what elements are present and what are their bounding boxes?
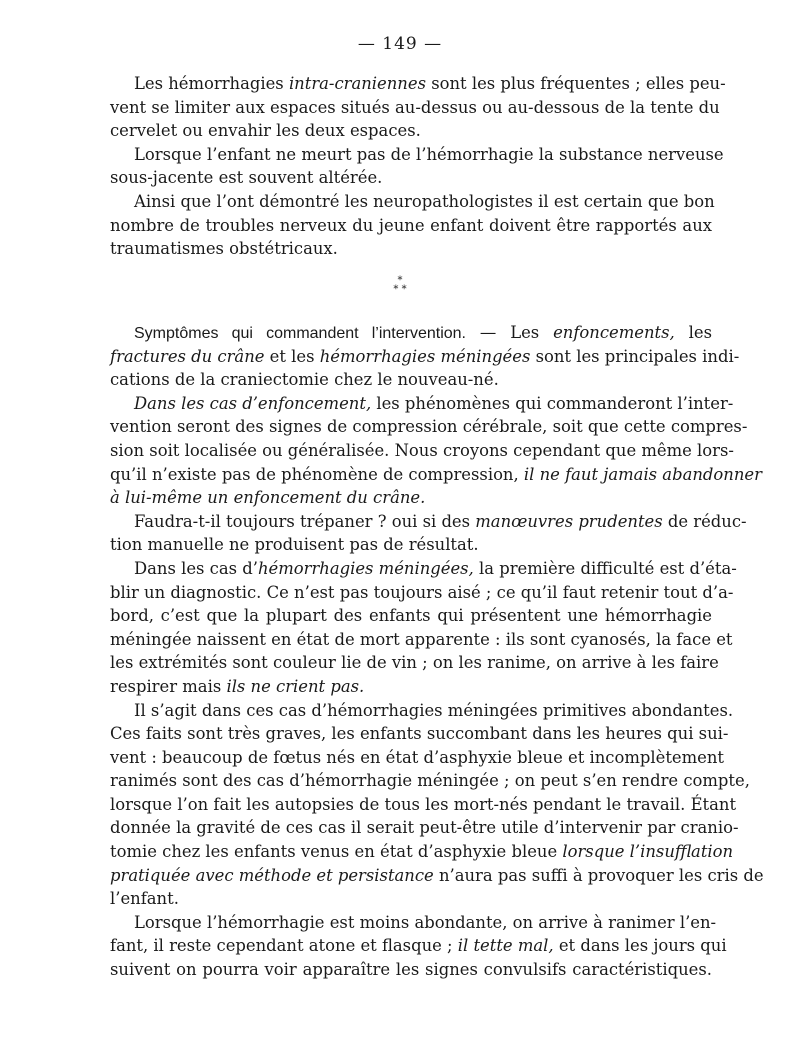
text-line: [110, 237, 712, 261]
text-run: fant, il reste cependant atone et flasque ;: [110, 936, 458, 956]
asterism-top: *: [397, 275, 403, 286]
text-line: [110, 368, 712, 392]
italic-phrase: il ne faut jamais abandonner: [523, 464, 762, 484]
italic-phrase: enfoncements,: [553, 323, 675, 342]
text-line: [110, 651, 719, 675]
text-line: [110, 119, 712, 143]
text-run: qu’il n’existe pas de phénomène de compression,: [110, 464, 524, 484]
text-line: [110, 143, 724, 167]
text-run: méningée naissent en état de mort apparente : ils sont cyanosés, la face et: [110, 629, 733, 649]
text-line: [110, 392, 734, 416]
text-run: cations de la craniectomie chez le nouveau-né.: [110, 370, 499, 390]
text-run: et dans les jours qui: [553, 936, 727, 956]
text-run: n’aura pas suffi à provoquer les cris de: [433, 865, 764, 885]
text-run: suivent on pourra voir apparaître les signes convulsifs caractéristiques.: [110, 960, 712, 980]
text-line: [110, 864, 764, 888]
text-run: les: [674, 323, 712, 342]
text-run: l’enfant.: [110, 889, 179, 909]
text-line: [110, 840, 734, 864]
text-line: [110, 699, 734, 723]
text-line: [110, 628, 733, 652]
text-line: [110, 722, 729, 746]
text-line: [110, 581, 734, 605]
asterism-bottom: * *: [393, 284, 407, 295]
text-run: Dans les cas d’: [134, 558, 258, 578]
text-run: bord, c’est que la plupart des enfants qui présentent une hémorrhagie: [110, 606, 712, 626]
text-run: Lorsque l’enfant ne meurt pas de l’hémorrhagie la substance nerveuse: [134, 144, 724, 164]
italic-phrase: manœuvres prudentes: [475, 511, 663, 531]
text-line: [110, 486, 712, 510]
text-run: — Les: [466, 323, 554, 342]
text-line: [110, 321, 712, 345]
text-line: [110, 769, 750, 793]
symptoms-section: [110, 321, 764, 982]
text-line: [110, 214, 712, 238]
italic-phrase: il tette mal,: [457, 936, 554, 956]
italic-phrase: lorsque l’insufflation: [562, 842, 734, 862]
text-run: cervelet ou envahir les deux espaces.: [110, 121, 421, 141]
text-run: blir un diagnostic. Ce n’est pas toujours aisé ; ce qu’il faut retenir tout d’a-: [110, 582, 734, 602]
text-run: sont les plus fréquentes ; elles peu-: [425, 74, 726, 93]
text-run: les extrémités sont couleur lie de vin ; on les ranime, on arrive à les faire: [110, 653, 719, 673]
italic-phrase: hémorrhagies méningées: [319, 346, 531, 366]
text-line: [110, 96, 720, 120]
text-line: [110, 533, 712, 557]
italic-phrase: fractures du crâne: [110, 346, 265, 366]
text-run: de réduc-: [662, 511, 747, 531]
text-run: Ces faits sont très graves, les enfants succombant dans les heures qui sui-: [110, 724, 729, 744]
text-line: [110, 958, 712, 982]
text-line: [110, 604, 712, 628]
text-run: donnée la gravité de ces cas il serait peut-être utile d’intervenir par cranio-: [110, 818, 739, 838]
text-line: [110, 911, 717, 935]
text-run: Lorsque l’hémorrhagie est moins abondante, on arrive à ranimer l’en-: [134, 912, 717, 932]
text-line: [110, 746, 724, 770]
section-break-asterisks: [0, 276, 800, 294]
text-run: vent se limiter aux espaces situés au-dessus ou au-dessous de la tente du: [110, 97, 720, 117]
text-line: [110, 345, 740, 369]
text-line: [110, 439, 734, 463]
text-line: [110, 793, 737, 817]
text-run: tion manuelle ne produisent pas de résultat.: [110, 535, 479, 555]
italic-phrase: pratiquée avec méthode et persistance: [110, 865, 434, 885]
italic-phrase: ils ne crient pas.: [226, 676, 365, 696]
text-run: ranimés sont des cas d’hémorrhagie méningée ; on peut s’en rendre compte,: [110, 771, 750, 791]
intro-paragraphs: [110, 72, 726, 261]
text-run: sont les principales indi-: [530, 346, 740, 366]
text-line: [110, 415, 748, 439]
text-run: lorsque l’on fait les autopsies de tous les mort-nés pendant le travail. Étant: [110, 794, 737, 814]
text-line: [110, 675, 712, 699]
text-run: sous-jacente est souvent altérée.: [110, 168, 383, 188]
page-number: — 149 —: [357, 34, 443, 54]
text-line: [110, 72, 726, 96]
text-line: [110, 816, 739, 840]
text-run: Ainsi que l’ont démontré les neuropathologistes il est certain que bon: [134, 191, 715, 211]
italic-phrase: Dans les cas d’enfoncement,: [134, 393, 372, 413]
text-run: les phénomènes qui commanderont l’inter-: [371, 393, 734, 413]
text-run: nombre de troubles nerveux du jeune enfant doivent être rapportés aux: [110, 215, 712, 235]
text-line: [110, 934, 727, 958]
text-run: traumatismes obstétricaux.: [110, 239, 338, 259]
text-run: Il s’agit dans ces cas d’hémorrhagies méningées primitives abondantes.: [134, 700, 734, 720]
text-run: vention seront des signes de compression cérébrale, soit que cette compres-: [110, 417, 748, 437]
text-line: [110, 887, 712, 911]
italic-phrase: intra-craniennes: [288, 74, 426, 93]
section-heading: Symptômes qui commandent l’intervention.: [134, 325, 466, 342]
text-run: Faudra-t-il toujours trépaner ? oui si des: [134, 511, 476, 531]
text-line: [110, 190, 715, 214]
text-run: vent : beaucoup de fœtus nés en état d’asphyxie bleue et incomplètement: [110, 747, 724, 767]
text-run: la première difficulté est d’éta-: [473, 558, 737, 578]
text-line: [110, 463, 762, 487]
text-run: tomie chez les enfants venus en état d’asphyxie bleue: [110, 842, 563, 862]
text-line: [110, 166, 712, 190]
text-run: et les: [264, 346, 320, 366]
italic-phrase: hémorrhagies méningées,: [257, 558, 474, 578]
italic-phrase: à lui-même un enfoncement du crâne.: [110, 488, 426, 508]
text-line: [110, 557, 737, 581]
text-run: Les hémorrhagies: [134, 74, 289, 93]
text-line: [110, 510, 747, 534]
text-run: respirer mais: [110, 676, 227, 696]
text-run: sion soit localisée ou généralisée. Nous croyons cependant que même lors-: [110, 440, 734, 460]
